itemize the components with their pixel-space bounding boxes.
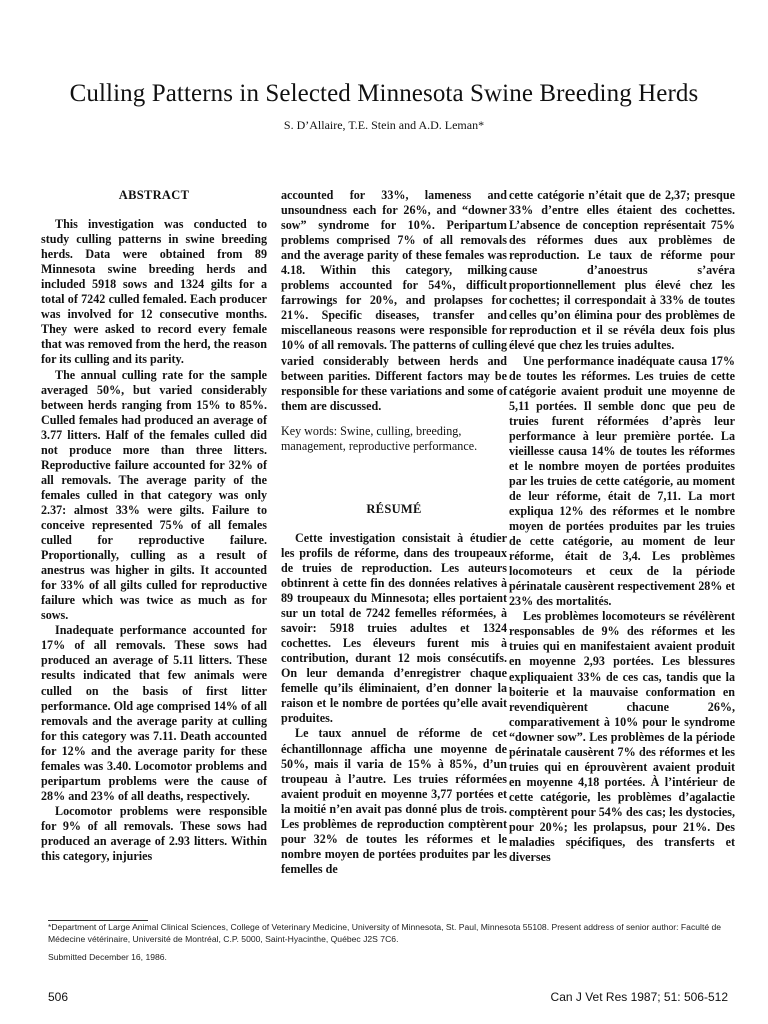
resume-heading: RÉSUMÉ — [366, 501, 422, 516]
abstract-continuation: accounted for 33%, lameness and unsoundness each for 26%, and “downer sow” syndrome for 10%. Peripartum problems comprised 7% of all removals and the average parity of these females was 4.18. Within this category, milking problems accounted for 54%, difficult farrowings for 20%, and prolapses for 21%. Specific diseases, transfer and miscellaneous reasons were responsible for 10% of all removals. The patterns of culling varied considerably between herds and between parities. Different factors may be responsible for these variations and some of them are discussed. — [281, 188, 507, 413]
middle-column — [281, 188, 507, 877]
resume-paragraph-3: Une performance inadéquate causa 17% de toutes les réformes. Les truies de cette catégorie avaient produit une moyenne de 5,11 portées. Il semble donc que peu de truies furent réformées d’après leur performance à leur première portée. La vieillesse causa 14% de toutes les réformes et le nombre moyen de portées produites par les truies de cette catégorie, au moment de leur réforme, était de 7,11. La mort expliqua 12% des réformes et le nombre moyen de portées produites par les truies de cette catégorie, au moment de leur réforme, était de 3,4. Les problèmes locomoteurs et ceux de la période périnatale causèrent respectivement 28% et 23% des mortalités. — [509, 353, 735, 609]
abstract-heading: ABSTRACT — [118, 188, 190, 202]
abstract-paragraph-4: Locomotor problems were responsible for 9% of all removals. These sows had produced an average of 2.93 litters. Within this category, injuries — [41, 803, 267, 864]
author-list: S. D’Allaire, T.E. Stein and A.D. Leman* — [283, 118, 485, 132]
abstract-paragraph-2: The annual culling rate for the sample averaged 50%, but varied considerably between herds ranging from 15% to 85%. Culled females had produced an average of 3.77 litters. Half of the females culled did not produce more than three litters. Reproductive failure accounted for 32% of all removals. The average parity of the females culled in that category was only 2.37: almost 33% were gilts. Failure to conceive represented 75% of all females culled for reproductive failure. Proportionally, culling as a result of anestrus was higher in gilts. It accounted for 33% of all gilts culled for reproductive failure which was twice as much as for sows. — [41, 367, 267, 623]
resume-continuation: cette catégorie n’était que de 2,37; presque 33% d’entre elles étaient des cochettes. L’absence de conception représentait 75% des réformes dues aux problèmes de reproduction. Le taux de réforme pour cause d’anoestrus s’avéra proportionnellement plus élevé chez les cochettes; il correspondait à 33% de toutes celles qu’on élimina pour des problèmes de reproduction et il se révéla deux fois plus élevé que chez les truies adultes. — [509, 188, 735, 353]
journal-citation: Can J Vet Res 1987; 51: 506-512 — [550, 990, 728, 1004]
abstract-column — [41, 188, 267, 864]
right-column — [509, 188, 735, 865]
resume-paragraph-1: Cette investigation consistait à étudier les profils de réforme, dans des troupeaux de truies de reproduction. Les auteurs obtinrent à cette fin des données relatives à 89 troupeaux du Minnesota; elles portaient sur un total de 7242 femelles réformées, à savoir: 5918 truies adultes et 1324 cochettes. Les éleveurs furent mis à contribution, durant 12 mois consécutifs. On leur demanda d’enregistrer chaque femelle qu’ils éliminaient, d’en donner la raison et le nombre de portées qu’elle avait produites. — [281, 530, 507, 726]
keywords-label: Key words: — [281, 423, 338, 438]
footnote-divider — [48, 920, 148, 921]
page-number: 506 — [48, 990, 69, 1004]
abstract-paragraph-1: This investigation was conducted to study culling patterns in swine breeding herds. Data were obtained from 89 Minnesota swine breeding herds and included 5918 sows and 1324 gilts for a total of 7242 culled femaled. Each producer was involved for 12 consecutive months. They were asked to record every female that was removed from the herd, the reason for its culling and its parity. — [41, 217, 267, 367]
submission-date: Submitted December 16, 1986. — [48, 952, 167, 962]
article-title: Culling Patterns in Selected Minnesota Swine Breeding Herds — [69, 80, 699, 107]
resume-paragraph-2: Le taux annuel de réforme de cet échantillonnage afficha une moyenne de 50%, mais il varia de 15% à 85%, d’un troupeau à l’autre. Les truies réformées avaient produit en moyenne 3,77 portées et la moitié n’en avait pas donné plus de trois. Les problèmes de reproduction comptèrent pour 32% de toutes les réformes et le nombre moyen de portées produites par les femelles de — [281, 726, 507, 876]
resume-paragraph-4: Les problèmes locomoteurs se révélèrent responsables de 9% des réformes et les truies qui en manifestaient avaient produit en moyenne 2,93 portées. Les blessures expliquaient 33% de ces cas, tandis que la boiterie et la mauvaise conformation en revendiquèrent chacune 26%, comparativement à 10% pour le syndrome “downer sow”. Les problèmes de la période périnatale causèrent 7% des réformes et les truies qui en éprouvèrent avaient produit en moyenne 4,18 portées. À l’intérieur de cette catégorie, les problèmes d’agalactie comptèrent pour 54% des cas; les dystocies, pour 20%; les prolapsus, pour 21%. Des maladies spécifiques, des transferts et diverses — [509, 609, 735, 865]
abstract-paragraph-3: Inadequate performance accounted for 17% of all removals. These sows had produced an average of 5.11 litters. These results indicated that few animals were culled on the basis of first litter performance. Old age comprised 14% of all removals and the average parity at culling for this category was 7.11. Death accounted for 12% and the average parity for these females was 3.40. Locomotor problems and peripartum problems were the cause of 28% and 23% of all deaths, respectively. — [41, 623, 267, 803]
author-affiliation-footnote: *Department of Large Animal Clinical Sciences, College of Veterinary Medicine, University of Minnesota, St. Paul, Minnesota 55108. Present address of senior author: Faculté de Médecine vétérinaire, Université de Montréal, C.P. 5000, Saint-Hyacinthe, Québec J2S 7C6. — [48, 922, 722, 944]
keywords-text: Swine, culling, breeding, management, reproductive performance. — [281, 423, 478, 453]
keywords — [281, 424, 507, 454]
